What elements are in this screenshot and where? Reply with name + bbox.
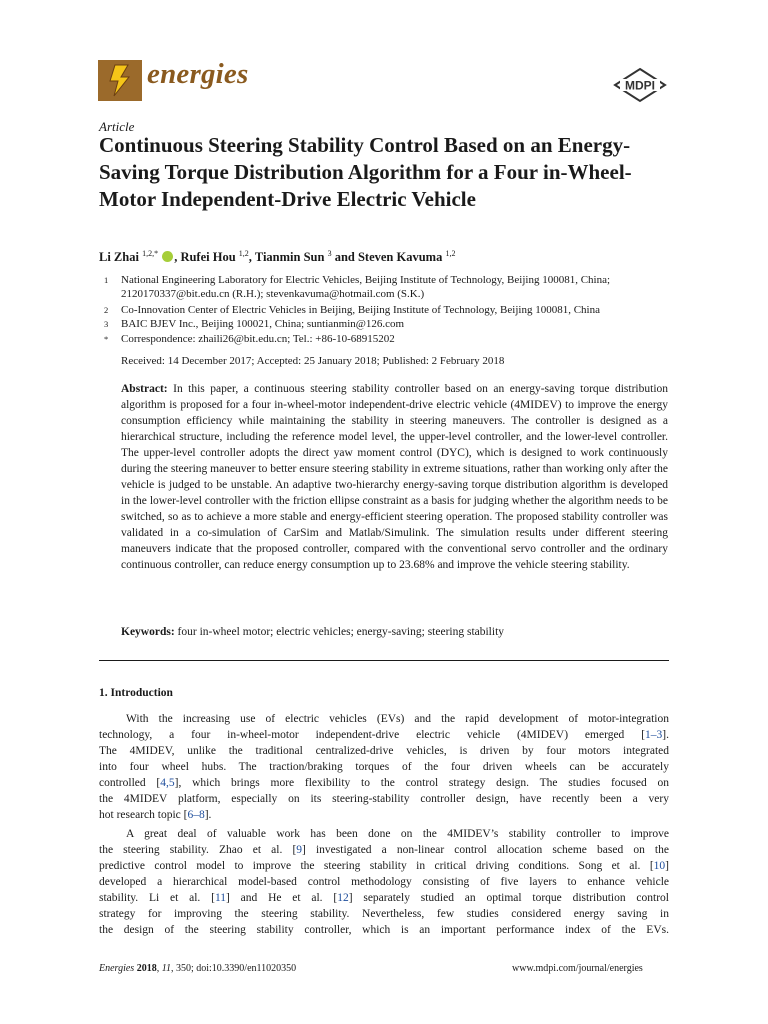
publisher-label: MDPI	[625, 78, 655, 93]
mdpi-logo[interactable]	[612, 67, 668, 103]
paragraph-line: into four wheel hubs. The traction/braking torques of the four driven wheels can be accurately	[99, 761, 669, 773]
paragraph-line	[99, 727, 669, 743]
publication-dates: Received: 14 December 2017; Accepted: 25 January 2018; Published: 2 February 2018	[121, 355, 505, 367]
keywords	[121, 626, 668, 638]
paragraph-line	[99, 842, 669, 858]
article-type: Article	[99, 119, 135, 134]
citation-link[interactable]: 10	[653, 860, 666, 872]
affiliation-marker: 3	[104, 319, 109, 329]
paragraph-line: the 4MIDEV platform, especially on its steering-stability controller design, have recently been a very	[99, 793, 669, 805]
intro-paragraph-2	[99, 826, 669, 938]
affiliation-marker: 1	[104, 275, 109, 285]
line-text: predictive control model to improve the steering stability in critical driving conditions. Song et al. [	[99, 860, 654, 872]
keywords-label: Keywords:	[121, 626, 175, 638]
line-text: ].	[662, 729, 669, 741]
citation-link[interactable]: 9	[296, 844, 303, 856]
keywords-text: four in-wheel motor; electric vehicles; energy-saving; steering stability	[177, 626, 505, 638]
affiliation-text: National Engineering Laboratory for Electric Vehicles, Beijing Institute of Technology, Beijing 100081, China; 2120170337@bit.edu.cn (R.H.); stevenkavuma@hotmail.com (S.K.)	[121, 274, 611, 300]
author-name[interactable]: Li Zhai	[99, 250, 139, 265]
author-name[interactable]: Rufei Hou	[180, 250, 236, 265]
article-title: Continuous Steering Stability Control Based on an Energy-Saving Torque Distribution Algorithm for a Four in-Wheel-Motor Independent-Drive Electric Vehicle	[99, 133, 632, 211]
author-affiliation-marker: 1,2	[445, 249, 456, 258]
footer-journal: Energies	[99, 963, 135, 974]
journal-name[interactable]: energies	[147, 58, 249, 90]
author-affiliation-marker: 3	[327, 249, 332, 258]
lightning-bolt-icon	[98, 60, 142, 101]
author-affiliation-marker: 1,2	[238, 249, 249, 258]
citation-link[interactable]: 12	[337, 892, 349, 904]
line-text: ]	[665, 860, 669, 872]
paragraph-line: The 4MIDEV, unlike the traditional centralized-drive vehicles, is driven by four motors integrated	[99, 745, 669, 757]
correspondence-marker: *	[104, 334, 109, 344]
paragraph-line	[99, 775, 669, 791]
orcid-icon[interactable]	[162, 251, 173, 262]
footer-citation: Energies 2018, 11, 350; doi:10.3390/en11020350	[99, 963, 297, 974]
affiliation-text: BAIC BJEV Inc., Beijing 100021, China; suntianmin@126.com	[121, 318, 405, 330]
line-text: ], which brings more flexibility to the control strategy design. The studies focused on	[174, 777, 670, 789]
line-text: ] investigated a non-linear control allocation scheme based on the	[302, 844, 669, 856]
line-text: ].	[204, 809, 212, 821]
paragraph-line: the design of the steering stability controller, which is an important performance index of the EVs.	[99, 924, 669, 936]
author-name[interactable]: Steven Kavuma	[357, 250, 443, 265]
paragraph-line	[99, 890, 669, 906]
citation-link[interactable]: 6–8	[187, 809, 205, 821]
correspondence-text: Correspondence: zhaili26@bit.edu.cn; Tel.: +86-10-68915202	[121, 333, 395, 345]
abstract	[121, 381, 668, 573]
correspondence	[99, 332, 669, 346]
affiliation-text: Co-Innovation Center of Electric Vehicles in Beijing, Beijing Institute of Technology, Beijing 100081, China	[121, 304, 600, 316]
author-list: Li Zhai $^{1,2,*}$ , Rufei Hou $^{1,2}$, Tianmin Sun $^3$ and Steven Kavuma $^{1,2}$	[99, 249, 456, 265]
section-heading: 1. Introduction	[99, 687, 173, 699]
author-name[interactable]: Tianmin Sun	[254, 250, 325, 265]
affiliation	[99, 317, 669, 331]
line-text: ] and He et al. [	[226, 892, 338, 904]
affiliation-marker: 2	[104, 305, 109, 315]
paragraph-line: With the increasing use of electric vehicles (EVs) and the rapid development of motor-integration	[126, 713, 669, 725]
footer-doi[interactable]: , 350; doi:10.3390/en11020350	[170, 963, 297, 974]
footer-volume: 11	[161, 963, 171, 974]
journal-logo	[98, 60, 142, 101]
paragraph-line: developed a hierarchical model-based control methodology consisting of five layers to enhance vehicle	[99, 876, 669, 888]
abstract-label: Abstract:	[121, 383, 168, 395]
paragraph-line	[99, 807, 669, 823]
paragraph-line	[99, 858, 669, 874]
affiliation	[99, 273, 669, 303]
line-text: ] separately studied an optimal torque distribution control	[348, 892, 669, 904]
line-text: hot research topic [	[99, 809, 188, 821]
section-divider	[99, 660, 669, 661]
paragraph-line: A great deal of valuable work has been done on the 4MIDEV’s stability controller to improve	[126, 828, 669, 840]
citation-link[interactable]: 1–3	[645, 729, 663, 741]
citation-link[interactable]: 4,5	[160, 777, 175, 789]
line-text: controlled [	[99, 777, 161, 789]
line-text: the steering stability. Zhao et al. [	[99, 844, 297, 856]
intro-paragraph-1	[99, 711, 669, 823]
author-affiliation-marker: 1,2,*	[142, 249, 159, 258]
footer-journal-url[interactable]: www.mdpi.com/journal/energies	[512, 963, 643, 974]
affiliation	[99, 303, 669, 317]
abstract-text: In this paper, a continuous steering stability controller based on an energy-saving torque distribution algorithm is proposed for a four in-wheel-motor independent-drive electric vehicle (4MIDEV) to improve the energy consumption efficiency while maintaining the stability in steering maneuvers. The controller is designed as a hierarchical structure, including the reference model level, the upper-level controller, and the lower-level controller. The upper-level controller adopts the direct yaw moment control (DYC), which is designed to work continuously during the steering maneuver to better ensure steering stability in extreme situations, rather than working only after the vehicle is judged to be unstable. An adaptive two-hierarchy energy-saving torque distribution algorithm is developed in the lower-level controller with the friction ellipse constraint as a basis for judging whether the algorithm needs to be switched, so as to achieve a more stable and energy-efficient steering operation. The proposed stability controller was validated in a co-simulation of CarSim and Matlab/Simulink. The simulation results under different steering maneuvers indicate that the proposed controller, compared with the conventional servo controller and the ordinary continuous controller, can reduce energy consumption up to 23.68% and improve the vehicle steering stability.	[121, 383, 669, 571]
line-text: stability. Li et al. [	[99, 892, 215, 904]
citation-link[interactable]: 11	[214, 892, 227, 904]
paragraph-line: strategy for improving the steering stability. Nevertheless, few studies considered energy saving in	[99, 908, 669, 920]
footer-year: 2018	[136, 963, 157, 974]
line-text: technology, a four in-wheel-motor independent-drive electric vehicle (4MIDEV) emerged [	[99, 729, 646, 741]
